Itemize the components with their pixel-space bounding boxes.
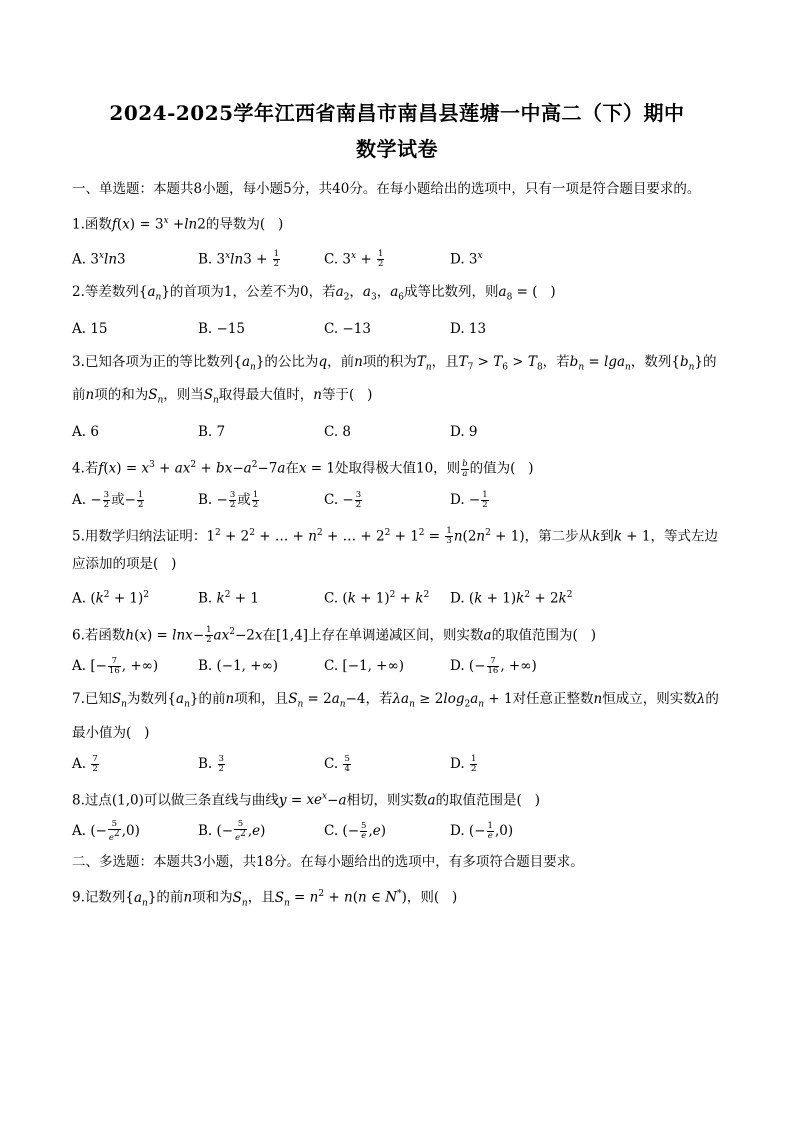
question-7-option-b[interactable]: B. $\frac{3}{2}$ xyxy=(198,753,224,774)
question-5-stem: 5.用数学归纳法证明：$1^2 + 2^2$ + … + $n^2$ + … + $2^2 + 1^2$ = $\frac{1}{3}$ $n(2n^2 + 1)$，第二步从k到k + 1，等式左边应添加的项是( ) xyxy=(72,526,718,573)
question-8-stem: 8.过点(1,0)可以做三条直线与曲线$y = xe^x-a$相切，则实数a的取值范围是( ) xyxy=(72,791,540,809)
question-1-option-a[interactable]: A. 3$^x$ln3 xyxy=(72,250,126,267)
question-2-stem: 2.等差数列$\{a_n\}$的首项为1，公差不为0，若$a_2$，$a_3$，$a_6$成等比数列，则$a_8$ = ( ) xyxy=(72,284,556,303)
question-4-option-b[interactable]: B. − $\frac{3}{2}$ 或 $\frac{1}{2}$ xyxy=(198,489,259,510)
question-8-option-c[interactable]: C. (− $\frac{5}{e}$ ,e) xyxy=(324,821,387,842)
question-4-option-a[interactable]: A. − $\frac{3}{2}$ 或− $\frac{1}{2}$ xyxy=(72,489,144,510)
question-2-option-c[interactable]: C. −13 xyxy=(324,320,371,337)
question-7-options xyxy=(72,749,722,779)
question-5-option-c[interactable]: C. $(k + 1)^2 + k^2$ xyxy=(324,590,430,607)
question-5-option-b[interactable]: B. $k^2 + 1$ xyxy=(198,590,259,607)
question-7-option-c[interactable]: C. $\frac{5}{4}$ xyxy=(324,753,350,774)
question-2-option-b[interactable]: B. −15 xyxy=(198,320,245,337)
question-6-option-c[interactable]: C. [−1, +∞) xyxy=(324,658,405,675)
question-4-options xyxy=(72,485,722,515)
question-1-option-b[interactable]: B. $3^x\ln 3$ + $\frac{1}{2}$ xyxy=(198,249,280,269)
question-6-options xyxy=(72,651,722,681)
exam-title: 2024-2025学年江西省南昌市南昌县莲塘一中高二（下）期中 xyxy=(109,101,685,125)
question-7-stem: 7.已知$S_n$为数列$\{a_n\}$的前n项和，且$S_n = 2a_n-4$，若$\lambda a_n \ge 2\log_2a_n + 1$对任意正整数n恒成立，则实数λ的最小值为( ) xyxy=(72,691,719,741)
question-2-options xyxy=(72,314,722,344)
question-3-option-c[interactable]: C. 8 xyxy=(324,424,352,441)
question-5-options xyxy=(72,580,722,614)
question-3-option-b[interactable]: B. 7 xyxy=(198,424,226,441)
question-4-option-d[interactable]: D. − $\frac{1}{2}$ xyxy=(450,489,488,510)
question-9-stem: 9.记数列$\{a_n\}$的前n项和为$S_n$，且$S_n = n^2 + n(n$ ∈ N*)，则( ) xyxy=(72,889,458,909)
question-8-option-b[interactable]: B. (− $\frac{5}{e^2}$ ,e) xyxy=(198,819,266,844)
question-1-options xyxy=(72,241,722,275)
question-4-option-c[interactable]: C. − $\frac{3}{2}$ xyxy=(324,489,362,510)
question-6-option-b[interactable]: B. (−1, +∞) xyxy=(198,658,279,675)
question-3-option-d[interactable]: D. 9 xyxy=(450,424,478,441)
question-7-option-d[interactable]: D. $\frac{1}{2}$ xyxy=(450,753,477,774)
question-6-option-a[interactable]: A. [− $\frac{7}{16}$ , +∞) xyxy=(72,656,159,677)
question-3-stem: 3.已知各项为正的等比数列$\{a_n\}$的公比为q，前n项的积为$T_n$，且$T_7 > T_6 > T_8$，若$b_n = \lg a_n$，数列$\{b_n\}$的前n项的和为$S_n$，则当$S_n$取得最大值时，n等于( ) xyxy=(72,353,717,407)
question-7-option-a[interactable]: A. $\frac{7}{2}$ xyxy=(72,753,98,774)
question-1-option-d[interactable]: D. 3$^x$ xyxy=(450,250,483,267)
question-8-options xyxy=(72,816,722,846)
question-2-option-a[interactable]: A. 15 xyxy=(72,320,108,337)
exam-subtitle: 数学试卷 xyxy=(356,137,438,161)
question-6-stem: 6.若函数h(x) = lnx− $\frac{1}{2}$ $ax^2-2x$在[1,4]上存在单调递减区间，则实数a的取值范围为( ) xyxy=(72,625,596,646)
section-heading-multiple-choice: 二、多选题：本题共3小题，共18分。在每小题给出的选项中，有多项符合题目要求。 xyxy=(72,854,584,871)
question-8-option-a[interactable]: A. (− $\frac{5}{e^2}$ ,0) xyxy=(72,819,140,844)
question-4-stem: 4.若$f(x) = x^3 + ax^2 + bx-a^2-7a$在x = 1处取得极大值10，则 $\frac{b}{a}$ 的值为( ) xyxy=(72,458,534,479)
question-3-options xyxy=(72,417,722,447)
question-3-option-a[interactable]: A. 6 xyxy=(72,424,99,441)
question-5-option-a[interactable]: A. $(k^2 + 1)^2$ xyxy=(72,590,150,607)
question-2-option-d[interactable]: D. 13 xyxy=(450,320,487,337)
question-8-option-d[interactable]: D. (− $\frac{1}{e}$ ,0) xyxy=(450,821,514,842)
section-heading-single-choice: 一、单选题：本题共8小题，每小题5分，共40分。在每小题给出的选项中，只有一项是符合题目要求的。 xyxy=(72,181,701,197)
question-1-option-c[interactable]: C. $3^x$ + $\frac{1}{2}$ xyxy=(324,249,384,269)
question-6-option-d[interactable]: D. (− $\frac{7}{16}$ , +∞) xyxy=(450,656,537,677)
question-5-option-d[interactable]: D. $(k + 1)k^2 + 2k^2$ xyxy=(450,590,573,607)
question-1-stem: 1.函数$f(x) = 3^x +\ln 2$的导数为( ) xyxy=(72,216,284,233)
